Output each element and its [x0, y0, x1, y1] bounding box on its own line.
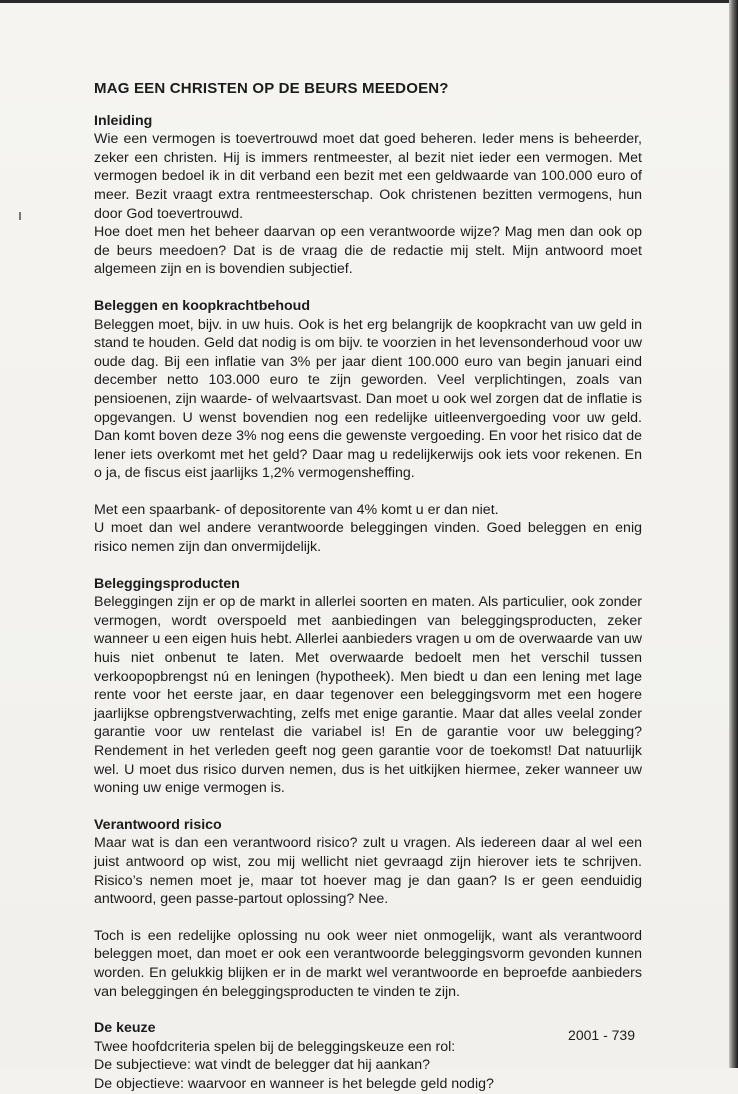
- section-heading-verantwoord-risico: Verantwoord risico: [94, 816, 222, 833]
- section-heading-inleiding: Inleiding: [94, 112, 153, 129]
- spacer: [94, 557, 642, 575]
- page-number: 2001 - 739: [568, 1027, 635, 1043]
- paragraph: Toch is een redelijke oplossing nu ook weer niet onmogelijk, want als verantwoord beleggen moet, dan moet er ook een verantwoorde beleggingsvorm gevonden kunnen worden. En gelukkig blijken er in de markt wel verantwoorde en beproefde aanbieders van beleggingen én beleggingsproducten te vinden te zijn.: [94, 927, 642, 1000]
- spacer: [94, 798, 642, 816]
- paragraph: Maar wat is dan een verantwoord risico? zult u vragen. Als iedereen daar al wel een juist antwoord op wist, zou mij wellicht niet gevraagd zijn hierover iets te schrijven. Risico’s nemen moet je, maar tot hoever mag je dan gaan? Is er geen eenduidig antwoord, geen passe-partout oplossing? Nee.: [94, 835, 642, 908]
- paragraph: Met een spaarbank- of depositorente van 4% komt u er dan niet.: [94, 501, 499, 518]
- paragraph: Beleggen moet, bijv. in uw huis. Ook is het erg belangrijk de koopkracht van uw geld in stand te houden. Geld dat nodig is om bijv. te voorzien in het levensonderhoud voor uw oude dag. Bij een inflatie van 3% per jaar dient 100.000 euro van begin januari eind december netto 103.000 euro te zijn geworden. Veel verplichtingen, zoals van pensioenen, zijn waarde- of welvaartsvast. Dan moet u ook wel zorgen dat de inflatie is opgevangen. U wenst bovendien nog een redelijke uitleenvergoeding voor uw geld. Dan komt boven deze 3% nog eens die gewenste vergoeding. En voor het risico dat de lener iets overkomt met het geld? Daar mag u redelijkerwijs ook iets voor rekenen. En o ja, de fiscus eist jaarlijks 1,2% vermogensheffing.: [94, 316, 642, 482]
- section-heading-beleggingsproducten: Beleggingsproducten: [94, 575, 240, 592]
- section-heading-de-keuze: De keuze: [94, 1020, 156, 1037]
- paragraph: Beleggingen zijn er op de markt in allerlei soorten en maten. Als particulier, ook zonder vermogen, wordt overspoeld met aanbiedingen van beleggingsproducten, zeker wanneer u een eigen huis hebt. Allerlei aanbieders vragen u om de overwaarde van uw huis niet onbenut te laten. Met overwaarde bedoelt men het verschil tussen verkoopopbrengst nú en leningen (hypotheek). Men biedt u dan een lening met lage rente voor het eerste jaar, en daar tegenover een beleggingsvorm met een hogere jaarlijkse opbrengstverwachting, zelfs met enige garantie. Maar dat alles veelal zonder garantie voor uw rentelast die variabel is! En de garantie voor uw belegging? Rendement in het verleden geeft nog geen garantie voor de toekomst! Dat natuurlijk wel. U moet dus risico durven nemen, dus is het uitkijken hiermee, zeker wanneer uw woning uw enige vermogen is.: [94, 594, 642, 797]
- binding-shadow: [729, 0, 738, 1068]
- paragraph: De objectieve: waarvoor en wanneer is het belegde geld nodig?: [94, 1075, 494, 1092]
- paragraph: Twee hoofdcriteria spelen bij de beleggingskeuze een rol:: [94, 1038, 456, 1055]
- spacer: [94, 279, 642, 297]
- paragraph: De subjectieve: wat vindt de belegger dat hij aankan?: [94, 1057, 430, 1074]
- page-top-edge: [0, 0, 738, 3]
- article-title: MAG EEN CHRISTEN OP DE BEURS MEEDOEN?: [94, 80, 449, 97]
- section-heading-koopkrachtbehoud: Beleggen en koopkrachtbehoud: [94, 297, 310, 314]
- paragraph: U moet dan wel andere verantwoorde beleggingen vinden. Goed beleggen en enig risico nemen zijn dan onvermijdelijk.: [94, 520, 642, 556]
- article-body: [94, 80, 642, 1094]
- paragraph: Hoe doet men het beheer daarvan op een verantwoorde wijze? Mag men dan ook op de beurs meedoen? Dat is de vraag die de redactie mij stelt. Mijn antwoord moet algemeen zijn en is bovendien subjectief.: [94, 224, 642, 278]
- margin-mark: [19, 212, 21, 220]
- spacer: [94, 909, 642, 927]
- spacer: [94, 1001, 642, 1019]
- paragraph: Wie een vermogen is toevertrouwd moet dat goed beheren. Ieder mens is beheerder, zeker een christen. Hij is immers rentmeester, al bezit niet ieder een vermogen. Met vermogen bedoel ik in dit verband een bezit met een geldwaarde van 100.000 euro of meer. Bezit vraagt extra rentmeesterschap. Ook christenen bezitten vermogens, hun door God toevertrouwd.: [94, 131, 642, 222]
- spacer: [94, 483, 642, 501]
